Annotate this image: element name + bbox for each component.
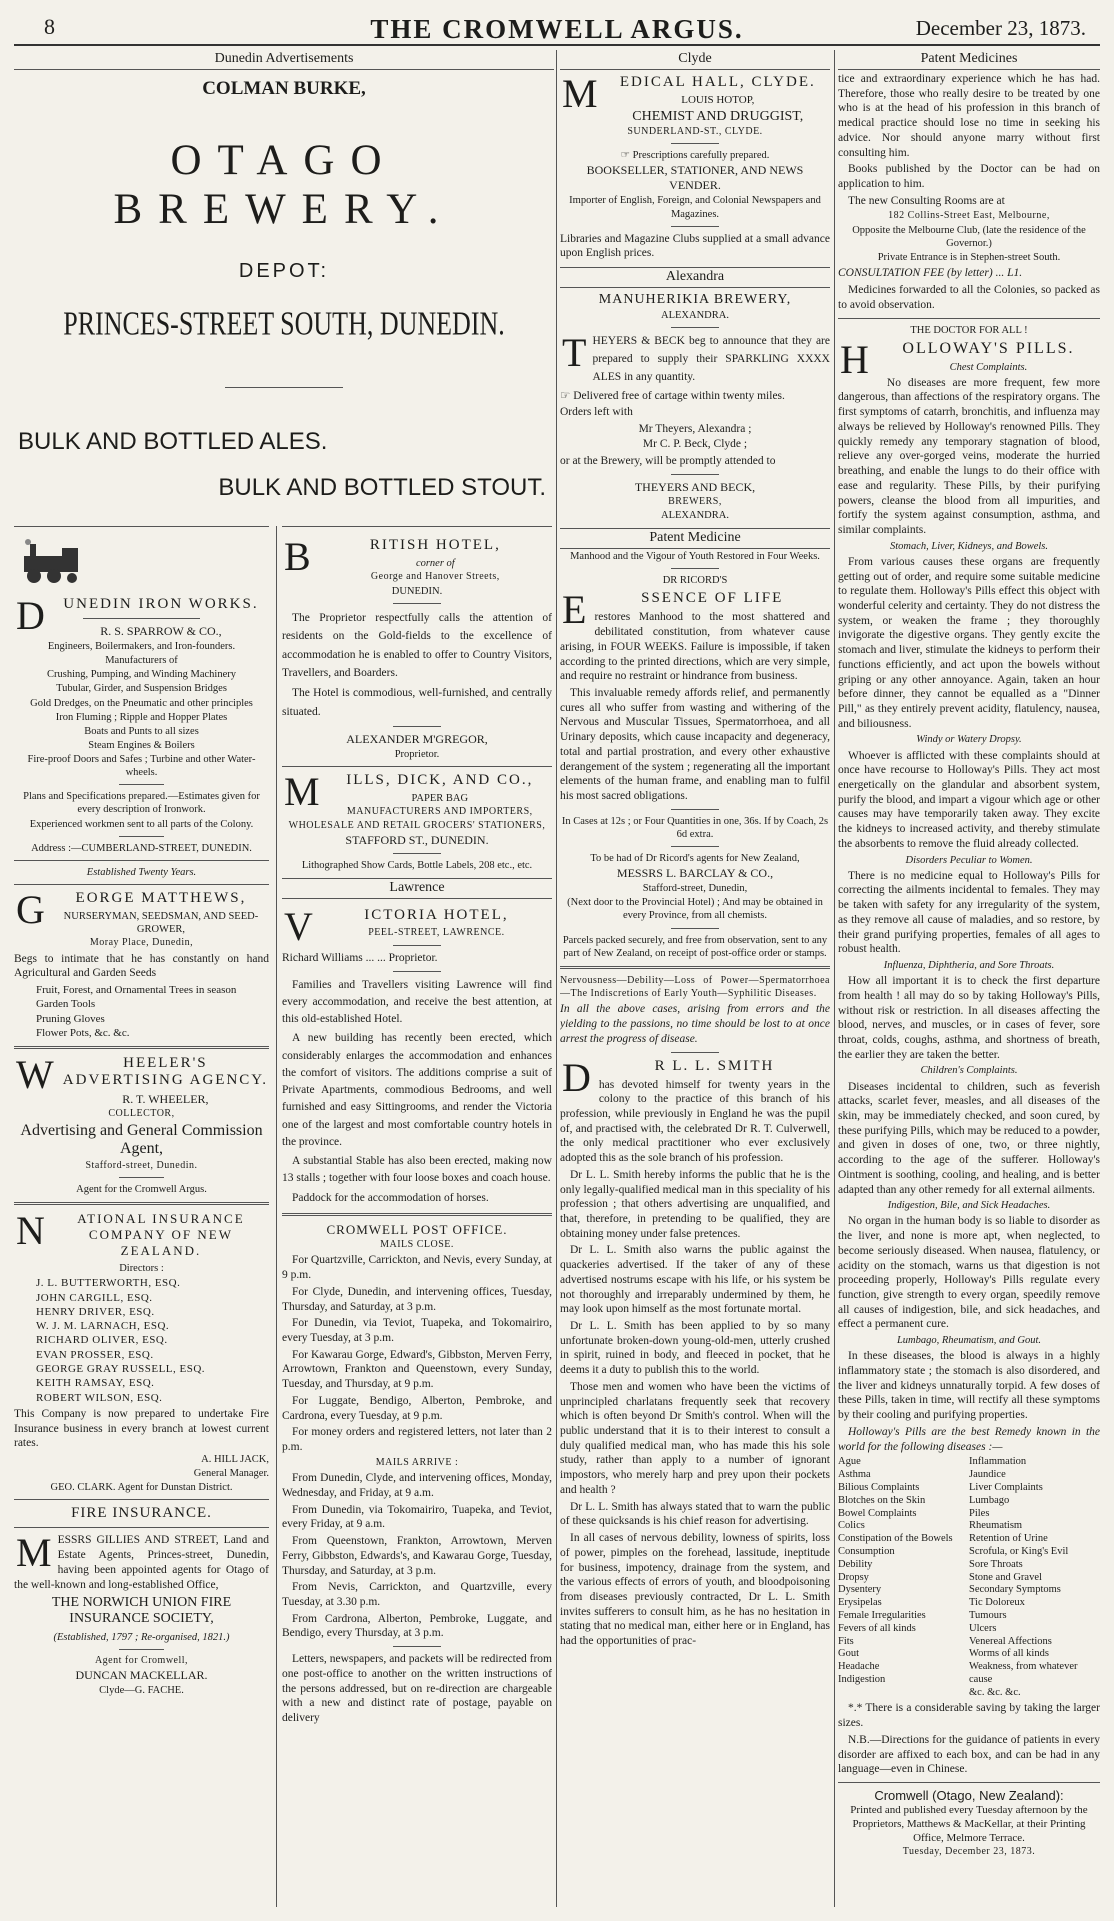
disease-item: Colics	[838, 1520, 865, 1532]
director: KEITH RAMSAY, ESQ.	[36, 1377, 155, 1390]
smith-p2: Dr L. L. Smith hereby informs the public that he is the only legally-qualified medical man in this speciality of his profession ; that others advertising are unqualified, and that, therefore, in pretending to be qualified, they are obtaining money under false pretences.	[560, 1168, 830, 1240]
nervousness-2: In all the above cases, arising from errors and the yielding to the passions, no time should be lost to at once arrest the progress of disease.	[560, 1003, 830, 1045]
disease-item: Liver Complaints	[969, 1481, 1043, 1493]
theyers-sig3: ALEXANDRA.	[661, 510, 729, 522]
fire-body: MESSRS GILLIES AND STREET, Land and Estate Agents, Princes-street, Dunedin, having been appointed agents for Otago of the well-known and long-established Office,	[14, 1530, 269, 1591]
wheeler-street: Stafford-street, Dunedin.	[85, 1159, 198, 1171]
fire-clyde: Clyde—G. FACHE.	[99, 1685, 184, 1697]
section-clyde: Clyde	[560, 50, 830, 70]
divider	[671, 809, 720, 810]
ironworks-item: Crushing, Pumping, and Winding Machinery	[47, 669, 236, 681]
column-1b	[282, 526, 552, 1906]
ales-line: BULK AND BOTTLED ALES.	[18, 428, 328, 455]
diseases-left	[838, 1456, 969, 1699]
british-owner: ALEXANDER M'GREGOR,	[346, 732, 488, 747]
order-place: or at the Brewery, will be promptly attended to	[560, 454, 776, 467]
disease-item: Weakness, from whatever cause	[969, 1661, 1078, 1685]
essence-cases: In Cases at 12s ; or Four Quantities in one, 36s. If by Coach, 2s 6d extra.	[561, 815, 829, 840]
importer: Importer of English, Foreign, and Colonial Newspapers and Magazines.	[569, 195, 821, 220]
disease-item: Bowel Complaints	[838, 1507, 917, 1519]
order-place: Mr C. P. Beck, Clyde ;	[642, 438, 748, 451]
indig-p: No organ in the human body is so liable to disorder as the liver, and none is more apt, when neglected, to become seriously diseased. When nausea, flatulency, or acidity on the stomach, warns us that digestion is not proceeding properly, Holloway's Pills regulate every function, give strength to every organ, speedily remove all causes of indigestion, bile, and sick headaches, and effect a permanent cure.	[838, 1215, 1100, 1331]
director: JOHN CARGILL, ESQ.	[36, 1291, 153, 1304]
smith-fee: CONSULTATION FEE (by letter) ... L1.	[838, 267, 1023, 280]
mills-sub: PAPER BAG	[411, 793, 469, 805]
hotop-role: CHEMIST AND DRUGGIST,	[632, 108, 804, 124]
divider	[14, 860, 269, 861]
ironworks-firm: R. S. SPARROW & CO.,	[100, 624, 222, 638]
director: ROBERT WILSON, ESQ.	[36, 1391, 163, 1404]
matthews-body: Begs to intimate that he has constantly on hand Agricultural and Garden Seeds	[14, 952, 269, 980]
divider	[282, 766, 552, 767]
victoria-owner: Richard Williams ... ... Proprietor.	[282, 951, 438, 964]
divider	[393, 726, 442, 727]
fire-agent: DUNCAN MACKELLAR.	[75, 1668, 208, 1683]
page-number: 8	[44, 14, 55, 39]
sub-flu: Influenza, Diphtheria, and Sore Throats.	[883, 960, 1055, 971]
divider	[671, 568, 720, 569]
victoria-p3: A substantial Stable has also been erected, making now 13 stalls ; together with four loose boxes and coach house.	[282, 1155, 552, 1185]
smith-p7: In all cases of nervous debility, lowness of spirits, loss of power, pimples on the forehead, lassitude, ineptitude for business, impotency, drainage from the system, and the various effects of errors of youth, and bloodpoisoning from diseases previously contracted, Dr L. L. Smith invites sufferers to consult him, as he has no hesitation in stating that no medical man, either here or in England, has had the opportunities of prac-	[560, 1532, 830, 1648]
victoria-p2: A new building has recently been erected, which considerably enlarges the accommodation and enhances the comfort of visitors. The additions comprise a suit of Private Apartments, commodious Bedrooms, and well furnished and easy Sittingrooms, and render the Victoria one of the largest and most comfortable country hotels in the province.	[282, 1032, 552, 1148]
fire-heading: FIRE INSURANCE.	[71, 1505, 212, 1522]
mail-arrive: From Queenstown, Frankton, Arrowtown, Merven Ferry, Gibbston, Edwards's, and Kawarau Gorge, Tuesday, Thursday, and Saturday, at 3 p.m.	[282, 1535, 552, 1577]
section-dunedin: Dunedin Advertisements	[14, 50, 554, 70]
barclay-note: (Next door to the Provincial Hotel) ; And may be obtained in every Province, from all chemists.	[567, 897, 823, 922]
ironworks-trade: Engineers, Boilermakers, and Iron-founders.	[47, 641, 236, 652]
mail-arrive: From Cardrona, Alberton, Pembroke, Luggate, and Bendigo, every Thursday, at 3 p.m.	[282, 1612, 552, 1640]
director: RICHARD OLIVER, ESQ.	[36, 1334, 168, 1347]
divider	[14, 1499, 269, 1500]
insurance-manager-role: General Manager.	[193, 1468, 269, 1480]
pointing-hand-icon: ☞	[560, 389, 574, 402]
essence-heading: E SSENCE OF LIFE	[562, 587, 784, 633]
delivered: ☞ Delivered free of cartage within twenty miles.	[560, 389, 785, 402]
mail-arrive: From Dunedin, via Tokomairiro, Tuapeka, and Teviot, every Friday, at 9 a.m.	[282, 1503, 552, 1531]
wheeler-role: COLLECTOR,	[108, 1108, 175, 1120]
mails-close-label: MAILS CLOSE.	[380, 1238, 454, 1250]
mails-arrive-label: MAILS ARRIVE :	[375, 1456, 459, 1468]
stout-line: BULK AND BOTTLED STOUT.	[218, 474, 546, 501]
divider	[671, 327, 720, 328]
divider	[14, 526, 269, 527]
orders: Orders left with	[560, 406, 633, 419]
masthead	[14, 6, 1100, 46]
imprint-date: Tuesday, December 23, 1873.	[902, 1846, 1036, 1858]
divider	[393, 603, 442, 604]
diseases-list	[838, 1456, 1100, 1699]
fire-office: THE NORWICH UNION FIRE INSURANCE SOCIETY,	[51, 1595, 232, 1627]
smith-p4: Dr L. L. Smith has been applied to by so many unfortunate broken-down young-old-men, utterly crushed in spirit, ruined in body, and fleeced in pocket, that he deems it a duty to publish this to the world.	[560, 1320, 830, 1377]
director: HENRY DRIVER, ESQ.	[36, 1305, 155, 1318]
divider	[14, 1527, 269, 1528]
disease-item: Gout	[838, 1648, 859, 1660]
mills-addr: STAFFORD ST., DUNEDIN.	[345, 833, 489, 848]
disease-item: Debility	[838, 1558, 873, 1570]
nb: N.B.—Directions for the guidance of patients in every disorder are affixed to each box, and can be had in any language—even in Chinese.	[838, 1733, 1100, 1776]
section-patent-medicines: Patent Medicines	[838, 50, 1100, 70]
director: GEORGE GRAY RUSSELL, ESQ.	[36, 1363, 206, 1376]
british-heading: B RITISH HOTEL,	[284, 534, 501, 579]
disease-item: Secondary Symptoms	[969, 1584, 1061, 1596]
matthews-item: Flower Pots, &c. &c.	[36, 1026, 130, 1039]
disease-item: Worms of all kinds	[969, 1648, 1049, 1660]
directors-label: Directors :	[119, 1263, 164, 1275]
divider	[671, 143, 720, 144]
divider	[671, 226, 720, 227]
ironworks-item: Steam Engines & Boilers	[88, 739, 195, 751]
divider	[282, 1213, 552, 1216]
smith-rooms: The new Consulting Rooms are at	[848, 194, 1005, 207]
british-corner: corner of	[415, 558, 455, 569]
order-place: Mr Theyers, Alexandra ;	[638, 423, 752, 436]
wheeler-agent: Advertising and General Commission Agent,	[20, 1121, 263, 1158]
libraries: Libraries and Magazine Clubs supplied at a small advance upon English prices.	[560, 232, 830, 260]
matthews-item: Pruning Gloves	[36, 1012, 105, 1025]
post-title: CROMWELL POST OFFICE.	[326, 1221, 508, 1237]
director: EVAN PROSSER, ESQ.	[36, 1348, 154, 1361]
divider	[560, 966, 830, 969]
british-role: Proprietor.	[394, 749, 440, 761]
divider	[83, 618, 200, 619]
imprint: Printed and published every Tuesday afternoon by the Proprietors, Matthews & MacKellar, at their Printing Office, Melmore Terrace.	[850, 1804, 1088, 1844]
british-p2: The Hotel is commodious, well-furnished, and centrally situated.	[282, 687, 552, 718]
column-rule	[834, 50, 835, 1907]
mills-line2: WHOLESALE AND RETAIL GROCERS' STATIONERS,	[288, 819, 546, 831]
british-streets: George and Hanover Streets,	[370, 571, 500, 583]
column-3	[560, 50, 830, 1905]
divider	[14, 1202, 269, 1205]
mills-body: Lithographed Show Cards, Bottle Labels, 208 etc., etc.	[301, 860, 533, 872]
disease-item: Ulcers	[969, 1622, 997, 1634]
divider	[838, 1782, 1100, 1783]
locomotive-icon	[14, 538, 94, 588]
newspaper-title: THE CROMWELL ARGUS.	[370, 14, 744, 44]
patent-lead: Manhood and the Vigour of Youth Restored in Four Weeks.	[570, 551, 820, 563]
british-city: DUNEDIN.	[391, 585, 443, 597]
disease-item: Blotches on the Skin	[838, 1494, 926, 1506]
disease-item: Tumours	[969, 1609, 1007, 1621]
disease-item: Female Irregularities	[838, 1609, 926, 1621]
disease-item: Tic Doloreux	[969, 1597, 1025, 1609]
theyers-sig: THEYERS AND BECK,	[634, 479, 756, 494]
mills-heading: M ILLS, DICK, AND CO.,	[284, 769, 534, 815]
insurance-manager: A. HILL JACK,	[201, 1454, 269, 1466]
women-p: There is no medicine equal to Holloway's Pills for correcting the ailments incidental to females. They may be taken with safety for any irregularity of the system, as they remove all cause of maladies, and so restore, by their grand purifying properties, females of all ages to robust health.	[838, 869, 1100, 956]
sub-women: Disorders Peculiar to Women.	[905, 854, 1033, 866]
fire-est: (Established, 1797 ; Re-organised, 1821.)	[53, 1631, 230, 1643]
lumb-p: In these diseases, the blood is always in a highly inflammatory state ; the stomach is also disordered, and the liver and kidneys unnaturally torpid. A few doses of these Pills, taken in time, will rectify all these symptoms by their cooling and purifying properties.	[838, 1350, 1100, 1422]
disease-item: Fevers of all kinds	[838, 1622, 916, 1634]
essence-p2: This invaluable remedy affords relief, and permanently cures all who suffer from wasting and withering of the Nervous and Muscular Tissues, Spermatorrhoea, and all Urinary deposits, which cause incapacity and degeneracy, total and partial prostration, and every other exhaustive derangement of the system ; regenerating all the important elements of the human frame, and enabling man to fulfil his most sacred obligations.	[560, 687, 830, 803]
divider	[393, 1646, 442, 1647]
director: W. J. M. LARNACH, ESQ.	[36, 1320, 170, 1333]
disease-item: Dysentery	[838, 1584, 882, 1596]
saving: *.* There is a considerable saving by taking the larger sizes.	[838, 1702, 1100, 1730]
column-rule	[276, 526, 277, 1907]
divider	[119, 836, 165, 837]
disease-item: Bilious Complaints	[838, 1481, 920, 1493]
sub-dropsy: Windy or Watery Dropsy.	[916, 734, 1022, 746]
disease-item: Indigestion	[838, 1673, 886, 1685]
divider	[671, 928, 720, 929]
depot-address: PRINCES-STREET SOUTH, DUNEDIN.	[63, 304, 505, 343]
smith-addr: 182 Collins-Street East, Melbourne,	[888, 210, 1050, 222]
mail-close: For Clyde, Dunedin, and intervening offices, Tuesday, Thursday, and Saturday, at 3 p.m.	[282, 1285, 552, 1313]
column-1a	[14, 526, 269, 1906]
hotop-street: SUNDERLAND-ST., CLYDE.	[627, 125, 763, 137]
smith-addr2: Opposite the Melbourne Club, (late the residence of the Governor.)	[852, 224, 1086, 250]
flu-p: How all important it is to check the first departure from health ! all may do so by taking Holloway's Pills, without risk or restriction. In all diseases affecting the blood, nerves, and muscles, or in cases of fever, sore throat, colds, coughs, asthma, and shortness of breath, the earlier they are taken the better.	[838, 975, 1100, 1061]
bookseller: BOOKSELLER, STATIONER, AND NEWS VENDER.	[586, 163, 804, 193]
pointing-hand-icon: ☞	[620, 150, 633, 162]
victoria-street: PEEL-STREET, LAWRENCE.	[368, 927, 505, 939]
divider	[393, 853, 442, 854]
divider	[119, 784, 165, 785]
smith-forwarded: Medicines forwarded to all the Colonies, so packed as to avoid observation.	[838, 284, 1100, 311]
smith-books: Books published by the Doctor can be had on application to him.	[838, 163, 1100, 191]
essence-agents: To be had of Dr Ricord's agents for New Zealand,	[590, 853, 800, 864]
divider	[14, 1046, 269, 1049]
matthews-item: Fruit, Forest, and Ornamental Trees in season	[36, 984, 237, 997]
parcels: Parcels packed securely, and free from observation, sent to any part of New Zealand, on receipt of post-office order or stamps.	[562, 934, 828, 959]
divider	[671, 474, 720, 475]
disease-item: &c. &c. &c.	[969, 1686, 1021, 1698]
insurance-body: This Company is now prepared to undertake Fire Insurance business in every branch at lowest current rates.	[14, 1407, 269, 1450]
section-patent: Patent Medicine	[560, 528, 830, 549]
brewery-title-alex: MANUHERIKIA BREWERY,	[598, 292, 792, 308]
disease-item: Inflammation	[969, 1456, 1027, 1468]
hotop-name: LOUIS HOTOP,	[681, 94, 755, 106]
ironworks-item: Gold Dredges, on the Pneumatic and other principles	[30, 697, 253, 709]
divider	[671, 1052, 720, 1053]
smith-cont: tice and extraordinary experience which he has had. Therefore, those who really desire to be treated by one who is at the head of his profession in this branch of medical practice should lose no time in seeking his advice. Nor should anyone marry without first consulting him.	[838, 73, 1100, 159]
brewery-title: OTAGO BREWERY.	[113, 137, 455, 233]
divider	[119, 1649, 165, 1650]
mail-arrive: From Nevis, Carrickton, and Quartzville, every Tuesday, at 3.30 p.m.	[282, 1581, 552, 1609]
british-p1: The Proprietor respectfully calls the attention of residents on the Gold-fields to the excellence of accommodation he is enabled to offer to Country Visitors, Travellers, and Boarders.	[282, 611, 552, 679]
fire-agent-label: Agent for Cromwell,	[94, 1654, 189, 1666]
disease-item: Scrofula, or King's Evil	[969, 1545, 1069, 1557]
disease-item: Jaundice	[969, 1469, 1006, 1481]
mail-close: For money orders and registered letters, not later than 2 p.m.	[282, 1426, 552, 1454]
section-alexandra: Alexandra	[560, 267, 830, 288]
ironworks-item: Fire-proof Doors and Safes ; Turbine and other Water-wheels.	[27, 754, 256, 779]
barclay: MESSRS L. BARCLAY & CO.,	[616, 866, 774, 881]
matthews-heading: G EORGE MATTHEWS,	[16, 886, 247, 932]
victoria-p1: Families and Travellers visiting Lawrence will find every accommodation, and receive the best attention, at this old-established Hotel.	[282, 978, 552, 1026]
ricord: DR RICORD'S	[662, 575, 728, 587]
ironworks-heading: D UNEDIN IRON WORKS.	[16, 593, 259, 638]
diseases-right	[969, 1456, 1100, 1699]
divider	[393, 945, 442, 946]
chest-p: No diseases are more frequent, few more dangerous, than affections of the respiratory organs. The first symptoms of catarrh, bronchitis, and influenza may always be relieved by Holloway's renowned Pills. They quickly remedy any temporary stagnation of blood, relieve any over-gorged veins, moderate the hurried breathing, and enable the lungs to do their office with ease and regularity. These Pills, by their purifying powers, cleanse the blood from all impurities, and fortify the system against consumption, asthma, and similar complaints.	[838, 376, 1100, 536]
sub-child: Children's Complaints.	[920, 1065, 1018, 1077]
divider	[119, 1177, 165, 1178]
brewer-name: COLMAN BURKE,	[202, 78, 366, 99]
disease-item: Rheumatism	[969, 1520, 1023, 1532]
brewery-advert	[14, 50, 554, 524]
disease-item: Dropsy	[838, 1571, 869, 1583]
victoria-heading: V ICTORIA HOTEL,	[284, 904, 509, 950]
smith-p1: has devoted himself for twenty years in the colony to the practice of this branch of his profession, while previously in England he was the pupil of, and practised with, the celebrated Dr R. T. Culverwell, the only medical practitioner who ever exclusively adopted this as the sole branch of his profession.	[560, 1078, 830, 1165]
best-remedy: Holloway's Pills are the best Remedy known in the world for the following diseases :—	[838, 1425, 1100, 1453]
disease-item: Venereal Affections	[969, 1635, 1052, 1647]
sub-indig: Indigestion, Bile, and Sick Headaches.	[887, 1200, 1051, 1212]
disease-item: Headache	[838, 1661, 880, 1673]
smith-p6: Dr L. L. Smith has always stated that to warn the public of these quicksands is his chief reason for advertising.	[560, 1500, 830, 1528]
depot-label: DEPOT:	[238, 260, 330, 282]
insurance-heading: N ATIONAL INSURANCE COMPANY OF NEW ZEALAND.	[16, 1208, 245, 1259]
sub-stomach: Stomach, Liver, Kidneys, and Bowels.	[889, 540, 1049, 552]
sub-chest: Chest Complaints.	[949, 361, 1028, 373]
disease-item: Asthma	[838, 1469, 871, 1481]
wheeler-heading: W HEELER'S ADVERTISING AGENCY.	[16, 1052, 268, 1098]
divider	[393, 971, 442, 972]
essence-p1: restores Manhood to the most shattered and debilitated constitution, from whatever cause arising, in FOUR WEEKS. Failure is impossible, if taken according to the printed directions, which are very simple, and require no restraint or hindrance from business.	[560, 611, 830, 683]
disease-item: Ague	[838, 1456, 861, 1468]
divider	[14, 884, 269, 885]
divider	[282, 526, 552, 527]
victoria-p4: Paddock for the accommodation of horses.	[292, 1191, 489, 1204]
disease-item: Stone and Gravel	[969, 1571, 1042, 1583]
medical-hall-heading: M EDICAL HALL, CLYDE.	[562, 71, 816, 116]
mail-close: For Luggate, Bendigo, Alberton, Pembroke, and Cardrona, every Tuesday, at 9 p.m.	[282, 1394, 552, 1422]
disease-item: Sore Throats	[969, 1558, 1023, 1570]
disease-item: Lumbago	[969, 1494, 1010, 1506]
mail-close: For Quartzville, Carrickton, and Nevis, every Sunday, at 9 p.m.	[282, 1254, 552, 1282]
barclay-addr: Stafford-street, Dunedin,	[642, 883, 748, 895]
imprint-title: Cromwell (Otago, New Zealand):	[874, 1788, 1064, 1804]
matthews-place: Moray Place, Dunedin,	[89, 937, 194, 949]
mail-close: For Dunedin, via Teviot, Tuapeka, and Tokomairiro, every Tuesday, at 3 p.m.	[282, 1317, 552, 1345]
issue-date: December 23, 1873.	[915, 16, 1086, 40]
divider	[838, 318, 1100, 319]
matthews-role: NURSERYMAN, SEEDSMAN, AND SEED-GROWER,	[63, 910, 259, 935]
ironworks-item: Boats and Punts to all sizes	[84, 725, 199, 737]
mail-close: For Kawarau Gorge, Edward's, Gibbston, Merven Ferry, Arrowtown, Frankton and Queenstown, every Sunday, Tuesday, and Thursday, at 9 p.m.	[282, 1348, 552, 1391]
insurance-agent: GEO. CLARK. Agent for Dunstan District.	[50, 1482, 233, 1494]
column-rule	[556, 50, 557, 1907]
section-lawrence: Lawrence	[282, 878, 552, 899]
alexandra-place: ALEXANDRA.	[661, 310, 729, 322]
mail-arrive: From Dunedin, Clyde, and intervening offices, Monday, Wednesday, and Friday, at 9 a.m.	[282, 1472, 552, 1499]
mills-line: MANUFACTURERS AND IMPORTERS,	[346, 806, 533, 818]
wheeler-name: R. T. WHEELER,	[122, 1092, 209, 1107]
matthews-est: Established Twenty Years.	[86, 866, 197, 878]
disease-item: Piles	[969, 1507, 990, 1519]
doctor-for-all: THE DOCTOR FOR ALL !	[910, 324, 1028, 336]
dropsy-p: Whoever is afflicted with these complaints should at once have recourse to Holloway's Pills. They act most energetically on the glandular and absorbent system, purify the blood, and impart a vigour which age or other causes may have temporarily taken away. They excite the kidneys to increased activity, and thereby stimulate the absorbents to remove the fluid already collected.	[838, 749, 1100, 850]
prescriptions: ☞ Prescriptions carefully prepared.	[620, 150, 770, 162]
stomach-p: From various causes these organs are frequently getting out of order, and require some suitable medicine to regulate them. Holloway's Pills effect this object with wonderful celerity and certainty. They do not distress the system, or weaken the frame ; they thoroughly invigorate the digestive organs. They gently excite the stomach and liver, stimulate the kidneys to perform their functions efficiently, and act upon the bowels without griping or any other annoyance. Again, taken an hour before dinner, they cannot be equalled as a "Dinner Pill," as they entirely prevent acidity, flatulency, nausea, and biliousness.	[838, 555, 1100, 730]
director: J. L. BUTTERWORTH, ESQ.	[36, 1277, 181, 1290]
matthews-item: Garden Tools	[36, 998, 96, 1011]
theyers-body: THEYERS & BECK beg to announce that they are prepared to supply their SPARKLING XXXX ALES in any quantity.	[562, 330, 830, 383]
child-p: Diseases incidental to children, such as feverish attacks, scarlet fever, measles, and all diseases of the skin, may be immediately checked, and soon cured, by these purifying Pills, which may be reduced to a powder, and given in doses of one, two, or three nightly, according to the age of the sufferer. Holloway's Ointment is soothing, cooling, and healing, and is better adapted than any other remedy for all external ailments.	[838, 1080, 1100, 1196]
disease-item: Consumption	[838, 1545, 895, 1557]
ironworks-item: Iron Fluming ; Ripple and Hopper Plates	[55, 711, 228, 723]
disease-item: Fits	[838, 1635, 854, 1647]
divider	[225, 387, 344, 388]
ironworks-workmen: Experienced workmen sent to all parts of the Colony.	[29, 818, 254, 830]
smith-p3: Dr L. L. Smith also warns the public against the quackeries advertised. If the taker of any of these advertised nostrums escape with his life, or his system be not thoroughly and irreparably undermined by them, he may look upon himself as the most fortunate mortal.	[560, 1244, 830, 1316]
ironworks-plans: Plans and Specifications prepared.—Estimates given for every description of Ironwork.	[23, 791, 260, 816]
ironworks-mfr: Manufacturers of	[105, 655, 178, 667]
disease-item: Retention of Urine	[969, 1533, 1048, 1545]
smith-heading: D R L. L. SMITH	[562, 1054, 775, 1100]
disease-item: Erysipelas	[838, 1597, 882, 1609]
holloway-heading: H OLLOWAY'S PILLS.	[840, 336, 1075, 382]
smith-entrance: Private Entrance is in Stephen-street South.	[877, 252, 1061, 264]
divider	[671, 846, 720, 847]
post-footer: Letters, newspapers, and packets will be redirected from one post-office to another on the written instructions of the persons addressed, but on re-direction are chargeable with a new and distinct rate of postage, payable on delivery	[282, 1653, 552, 1725]
smith-p5: Those men and women who have been the victims of unprincipled charlatans frequently seek that recovery which is often beyond Dr Smith's control. When will the public understand that it is to their interest to consult a duly qualified medical man, who has made this his sole study, rather than apply to a number of ignorant impostors, who merely harp and prey upon their pockets and health ?	[560, 1380, 830, 1496]
ironworks-item: Tubular, Girder, and Suspension Bridges	[56, 683, 227, 695]
ironworks-address: Address :—CUMBERLAND-STREET, DUNEDIN.	[31, 842, 252, 854]
column-4	[838, 50, 1100, 1905]
wheeler-note: Agent for the Cromwell Argus.	[76, 1184, 207, 1196]
disease-item: Constipation of the Bowels	[838, 1533, 953, 1545]
nervousness: Nervousness—Debility—Loss of Power—Spermatorrhoea—The Indiscretions of Early Youth—Syphilitic Diseases.	[560, 974, 830, 999]
theyers-sig2: BREWERS,	[668, 495, 722, 507]
sub-lumb: Lumbago, Rheumatism, and Gout.	[896, 1335, 1042, 1347]
